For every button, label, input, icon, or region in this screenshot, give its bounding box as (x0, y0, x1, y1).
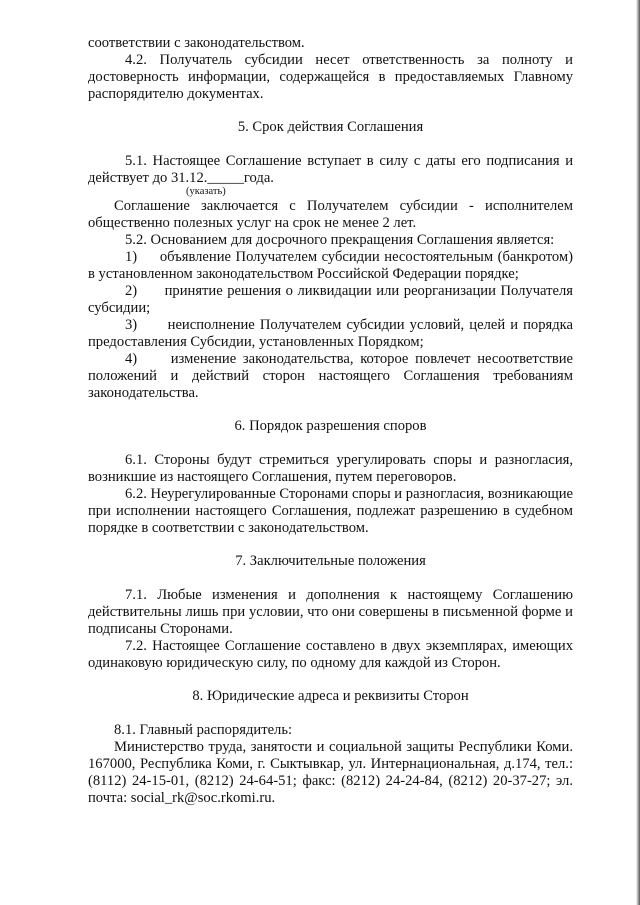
paragraph-6-2: 6.2. Неурегулированные Сторонами споры и разногласия, возникающие при исполнении настоящего Соглашения, подлежат разрешению в судебном порядке в соответствии с законодательством. (88, 486, 573, 536)
hint-specify: (указать) (186, 186, 226, 197)
section-7-heading: 7. Заключительные положения (235, 553, 426, 569)
section-8-heading: 8. Юридические адреса и реквизиты Сторон (192, 688, 469, 704)
paragraph-5-1b: Соглашение заключается с Получателем субсидии - исполнителем общественно полезных услуг на срок не менее 2 лет. (88, 198, 573, 231)
paragraph-5-2-item-1: 1) объявление Получателем субсидии несостоятельным (банкротом) в установленном законодательством Российской Федерации порядке; (88, 249, 573, 282)
paragraph-5-2-item-4: 4) изменение законодательства, которое повлечет несоответствие положений и действий сторон настоящего Соглашения требованиям законодательства. (88, 351, 573, 401)
paragraph-5-2: 5.2. Основанием для досрочного прекращения Соглашения является: (125, 232, 555, 248)
paragraph-8-1: 8.1. Главный распорядитель: (114, 722, 293, 738)
paragraph-7-2: 7.2. Настоящее Соглашение составлено в двух экземплярах, имеющих одинаковую юридическую силу, по одному для каждой из Сторон. (88, 638, 573, 671)
paragraph-7-1: 7.1. Любые изменения и дополнения к настоящему Соглашению действительны лишь при условии, что они совершены в письменной форме и подписаны Сторонами. (88, 587, 573, 637)
paragraph-8-1b: Министерство труда, занятости и социальной защиты Республики Коми. 167000, Республика Коми, г. Сыктывкар, ул. Интернациональная, д.174, тел.: (8112) 24-15-01, (8212) 24-64-51; факс: (8212) 24-24-84, (8212) 20-37-27; эл. почта: social_rk@soc.rkomi.ru. (88, 739, 573, 806)
section-5-heading: 5. Срок действия Соглашения (237, 119, 424, 135)
scan-edge (636, 0, 640, 905)
paragraph-5-2-item-2: 2) принятие решения о ликвидации или реорганизации Получателя субсидии; (88, 283, 573, 316)
paragraph-intro-tail: соответствии с законодательством. (88, 35, 305, 51)
document-body (88, 35, 573, 807)
paragraph-6-1: 6.1. Стороны будут стремиться урегулировать споры и разногласия, возникшие из настоящего Соглашения, путем переговоров. (88, 452, 573, 485)
paragraph-4-2: 4.2. Получатель субсидии несет ответственность за полноту и достоверность информации, содержащейся в предоставляемых Главному распорядителю документах. (88, 52, 573, 102)
paragraph-5-1: 5.1. Настоящее Соглашение вступает в силу с даты его подписания и действует до 31.12._____года. (88, 153, 573, 186)
paragraph-5-2-item-3: 3) неисполнение Получателем субсидии условий, целей и порядка предоставления Субсидии, установленных Порядком; (88, 317, 573, 350)
section-6-heading: 6. Порядок разрешения споров (234, 418, 427, 434)
